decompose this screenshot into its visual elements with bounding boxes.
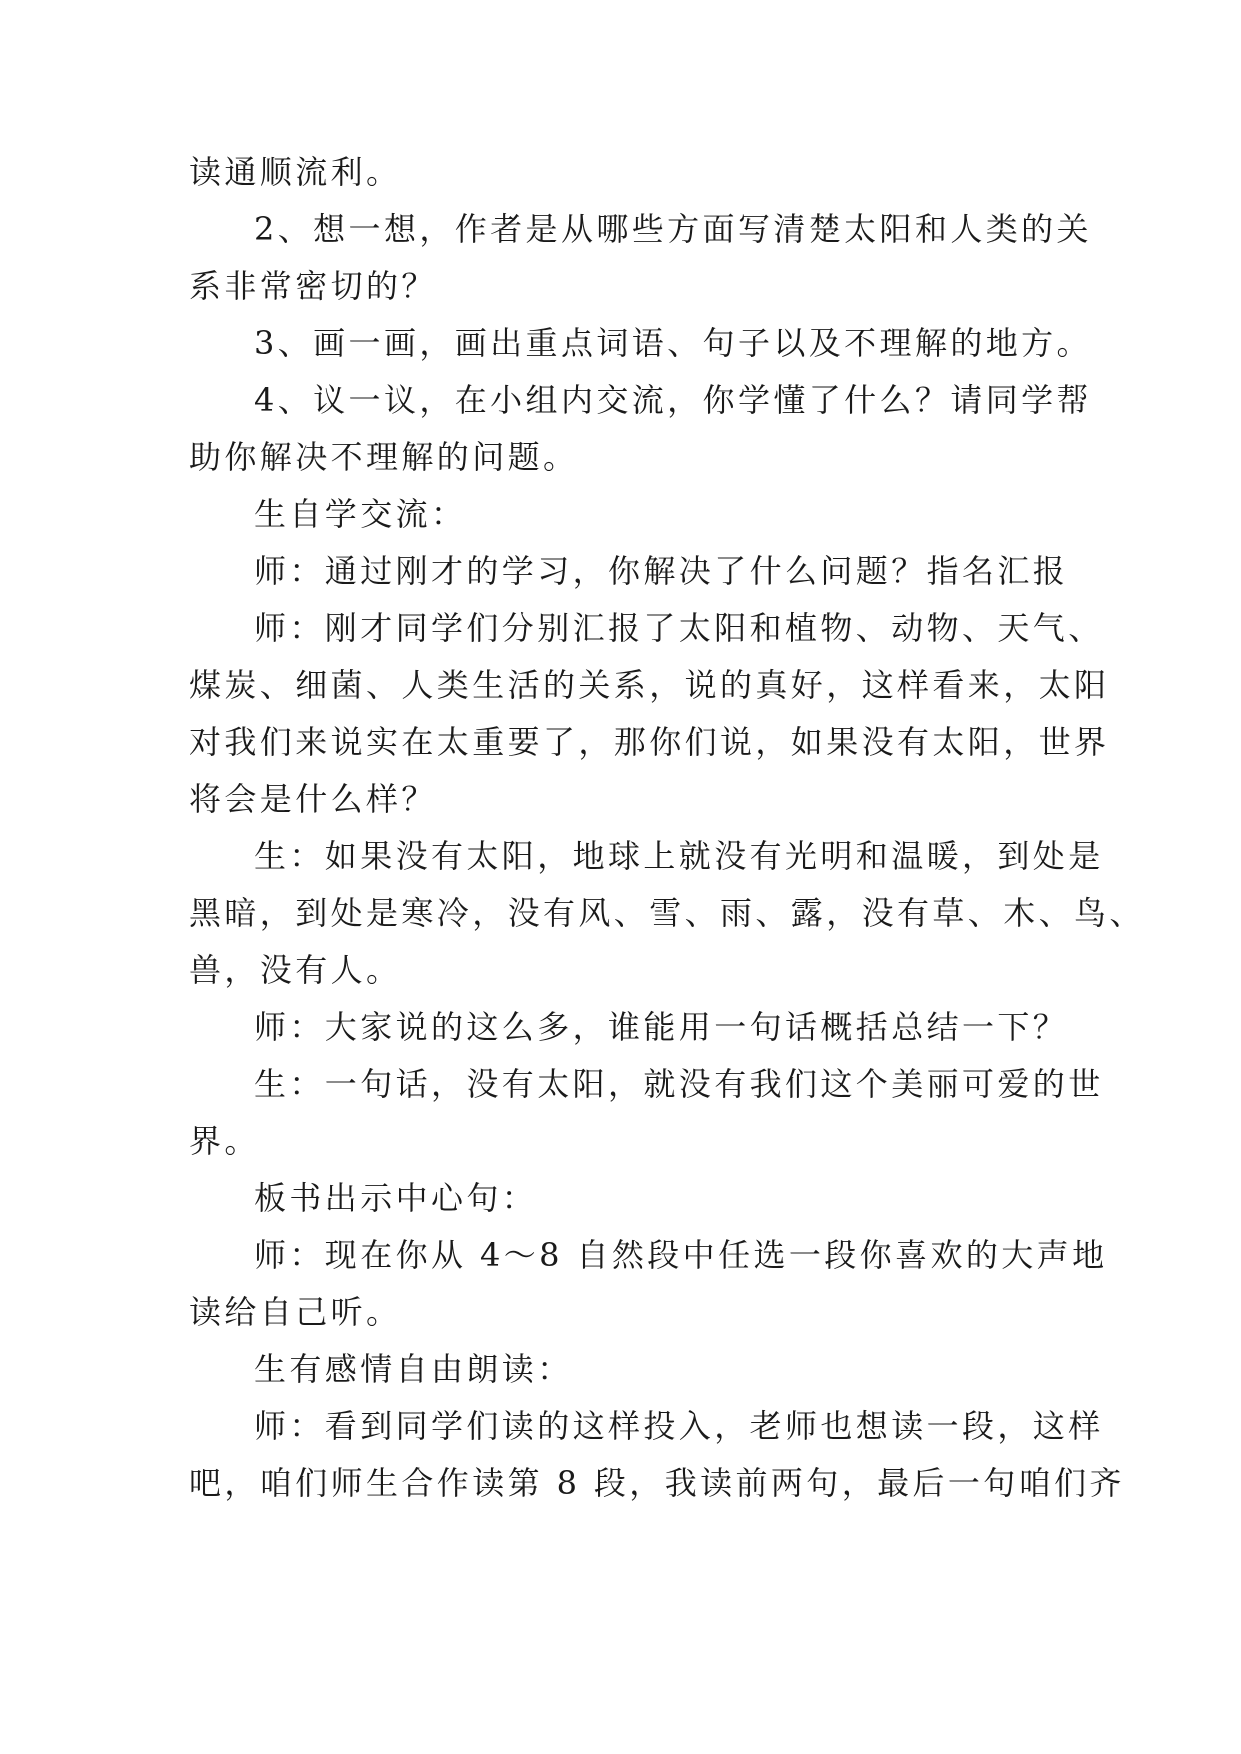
text-line: 界。 bbox=[189, 1122, 260, 1160]
text-line: 兽，没有人。 bbox=[189, 951, 402, 989]
text-line: 读给自己听。 bbox=[189, 1293, 402, 1331]
text-line: 师：刚才同学们分别汇报了太阳和植物、动物、天气、 bbox=[254, 609, 1104, 647]
text-line: 将会是什么样？ bbox=[189, 780, 437, 818]
text-line: 师：看到同学们读的这样投入，老师也想读一段，这样 bbox=[254, 1407, 1104, 1445]
text-line: 师：大家说的这么多，谁能用一句话概括总结一下？ bbox=[254, 1008, 1069, 1046]
text-line: 3、画一画，画出重点词语、句子以及不理解的地方。 bbox=[254, 324, 1092, 362]
text-line: 4、议一议，在小组内交流，你学懂了什么？请同学帮 bbox=[254, 381, 1092, 419]
text-line: 读通顺流利。 bbox=[189, 153, 402, 191]
text-line: 生：一句话，没有太阳，就没有我们这个美丽可爱的世 bbox=[254, 1065, 1104, 1103]
text-line: 生有感情自由朗读： bbox=[254, 1350, 573, 1388]
text-line: 师：现在你从 4～8 自然段中任选一段你喜欢的大声地 bbox=[254, 1236, 1108, 1274]
text-line: 生自学交流： bbox=[254, 495, 467, 533]
text-line: 助你解决不理解的问题。 bbox=[189, 438, 579, 476]
text-line: 黑暗，到处是寒冷，没有风、雪、雨、露，没有草、木、鸟、 bbox=[189, 894, 1145, 932]
text-line: 系非常密切的？ bbox=[189, 267, 437, 305]
text-line: 吧，咱们师生合作读第 8 段，我读前两句，最后一句咱们齐 bbox=[189, 1464, 1125, 1502]
text-line: 板书出示中心句： bbox=[254, 1179, 538, 1217]
text-line: 师：通过刚才的学习，你解决了什么问题？指名汇报 bbox=[254, 552, 1069, 590]
text-line: 2、想一想，作者是从哪些方面写清楚太阳和人类的关 bbox=[254, 210, 1092, 248]
text-line: 对我们来说实在太重要了，那你们说，如果没有太阳，世界 bbox=[189, 723, 1110, 761]
text-line: 煤炭、细菌、人类生活的关系，说的真好，这样看来，太阳 bbox=[189, 666, 1110, 704]
text-line: 生：如果没有太阳，地球上就没有光明和温暖，到处是 bbox=[254, 837, 1104, 875]
